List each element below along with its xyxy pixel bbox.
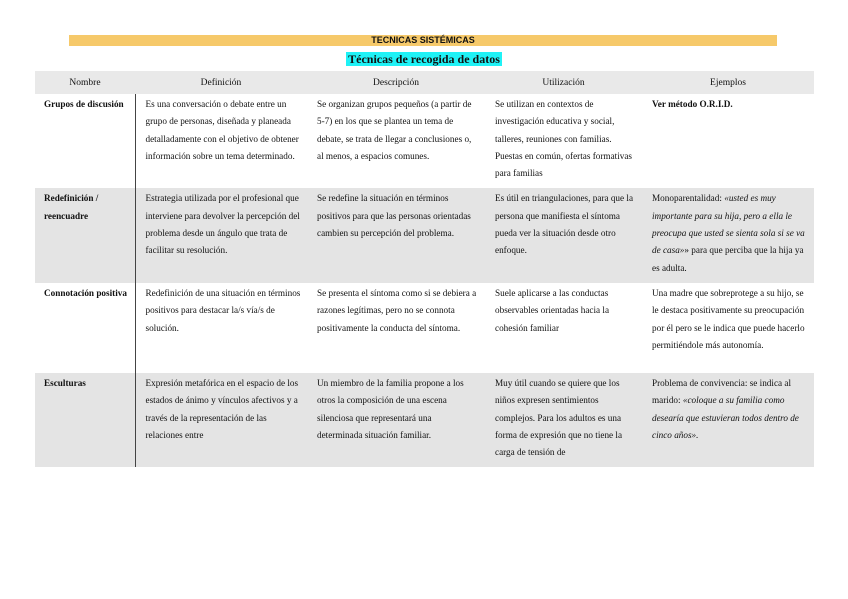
technique-example	[642, 94, 814, 188]
example-text: Ver método O.R.I.D.	[652, 99, 733, 109]
example-suffix: » para que perciba que la hija ya es adulta.	[652, 245, 804, 273]
technique-name: Grupos de discusión	[35, 94, 135, 188]
example-prefix: Monoparentalidad:	[652, 193, 725, 204]
table-header-row	[35, 71, 814, 94]
example-prefix: Problema de convivencia: se indica al marido:	[652, 377, 792, 406]
table-row	[35, 94, 814, 188]
table-row	[35, 283, 814, 373]
technique-definition: Redefinición de una situación en términos positivos para destacar la/s vía/s de solución.	[145, 287, 301, 333]
technique-name: Esculturas	[35, 373, 135, 467]
technique-definition: Es una conversación o debate entre un grupo de personas, diseñada y planeada detalladamente con el objetivo de obtener información sobre un tema determinado.	[145, 99, 299, 161]
technique-name: Redefinición / reencuadre	[35, 188, 135, 282]
technique-description: Se redefine la situación en términos positivos para que las personas orientadas cambien su percepción del problema.	[307, 188, 485, 282]
techniques-table	[35, 71, 815, 467]
technique-description: Un miembro de la familia propone a los otros la composición de una escena silenciosa que representará una determinada situación familiar.	[307, 373, 485, 467]
document-subtitle: Técnicas de recogida de datos	[348, 52, 500, 66]
technique-name: Connotación positiva	[35, 283, 135, 373]
technique-usage: Es útil en triangulaciones, para que la persona que manifiesta el síntoma pueda ver la situación desde otro enfoque.	[485, 188, 642, 282]
column-header-name: Nombre	[35, 71, 135, 94]
technique-definition: Expresión metafórica en el espacio de los estados de ánimo y vínculos afectivos y a través de la representación de las relaciones entre	[135, 373, 307, 467]
technique-description: Se organizan grupos pequeños (a partir de 5-7) en los que se plantea un tema de debate, se trata de llegar a conclusiones o, al menos, a espacios comunes.	[317, 99, 472, 161]
technique-example	[642, 373, 814, 467]
example-quote: «usted es muy importante para su hija, pero a ella le preocupa que usted se sienta sola si se va de casa»	[652, 193, 805, 256]
example-quote: «coloque a su familia como desearía que estuvieran todos dentro de cinco años».	[652, 395, 799, 440]
table-row	[35, 373, 814, 467]
technique-usage: Se utilizan en contextos de investigación educativa y social, talleres, reuniones con familias. Puestas en común, ofertas formativas para familias	[495, 99, 633, 179]
technique-usage: Suele aplicarse a las conductas observables orientadas hacia la cohesión familiar	[495, 287, 610, 333]
technique-usage: Muy útil cuando se quiere que los niños expresen sentimientos complejos. Para los adultos es una forma de expresión que no tiene la carga de tensión de	[485, 373, 642, 467]
column-header-description: Descripción	[307, 71, 485, 94]
technique-example: Una madre que sobreprotege a su hijo, se le destaca positivamente su preocupación por él pero se le indica que puede hacerlo permitiéndole más autonomía.	[652, 287, 805, 350]
column-header-definition: Definición	[135, 71, 307, 94]
column-header-usage: Utilización	[485, 71, 642, 94]
table-row	[35, 188, 814, 282]
document-header: TECNICAS SISTÉMICAS	[69, 35, 777, 46]
technique-definition: Estrategia utilizada por el profesional que interviene para devolver la percepción del problema desde un ángulo que trata de facilitar su resolución.	[135, 188, 307, 282]
technique-description: Se presenta el síntoma como si se debiera a razones legítimas, pero no se connota positivamente la conducta del síntoma.	[317, 287, 477, 333]
technique-example	[642, 188, 814, 282]
column-header-examples: Ejemplos	[642, 71, 814, 94]
